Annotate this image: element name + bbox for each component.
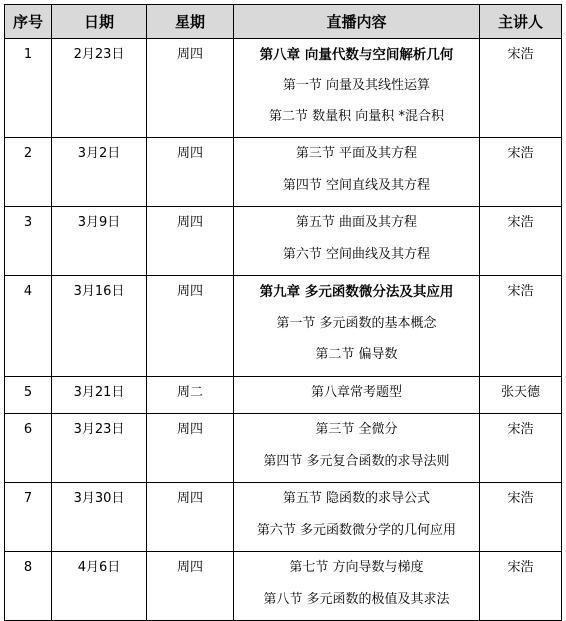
section-title: 第三节 全微分: [315, 422, 398, 437]
header-date: 日期: [52, 5, 147, 39]
section-title: 第三节 平面及其方程: [295, 146, 418, 161]
cell-number-text: 7: [23, 491, 33, 506]
cell-weekday-text: 周四: [176, 215, 203, 230]
section-title: 第四节 多元复合函数的求导法则: [263, 453, 450, 469]
cell-date-text: 3月23日: [73, 422, 125, 437]
cell-lecturer-text: 宋浩: [507, 560, 534, 575]
cell-date-text: 2月23日: [73, 47, 125, 62]
cell-date-text: 3月2日: [77, 146, 121, 161]
cell-date: [52, 483, 147, 552]
cell-weekday: [147, 207, 234, 276]
cell-weekday: [147, 39, 234, 138]
section-title: 第八节 多元函数的极值及其求法: [263, 591, 450, 607]
cell-number: [5, 483, 52, 552]
cell-weekday-text: 周二: [176, 384, 203, 400]
cell-number: [5, 276, 52, 377]
cell-lecturer: [480, 552, 562, 621]
cell-content: [234, 207, 480, 276]
cell-date: [52, 552, 147, 621]
cell-date-text: 3月30日: [73, 491, 125, 506]
cell-date: [52, 414, 147, 483]
cell-weekday-text: 周四: [176, 47, 203, 62]
cell-number: [5, 414, 52, 483]
cell-lecturer-text: 张天德: [500, 384, 540, 400]
cell-lecturer: [480, 376, 562, 414]
cell-lecturer-text: 宋浩: [507, 284, 534, 299]
section-title: 第七节 方向导数与梯度: [289, 560, 424, 575]
cell-number-text: 2: [23, 146, 33, 161]
cell-number-text: 8: [23, 560, 33, 575]
cell-number: [5, 138, 52, 207]
header-lecturer: 主讲人: [480, 5, 562, 39]
cell-weekday: [147, 414, 234, 483]
cell-date-text: 3月9日: [77, 215, 121, 230]
header-weekday: 星期: [147, 5, 234, 39]
chapter-title: 第九章 多元函数微分法及其应用: [259, 284, 454, 300]
cell-number-text: 6: [23, 422, 33, 437]
cell-content: [234, 483, 480, 552]
cell-content: [234, 414, 480, 483]
cell-content: [234, 39, 480, 138]
chapter-title: 第八章 向量代数与空间解析几何: [259, 47, 454, 63]
cell-weekday: [147, 276, 234, 377]
cell-date-text: 4月6日: [77, 560, 121, 575]
cell-number: [5, 552, 52, 621]
cell-lecturer: [480, 39, 562, 138]
section-title: 第五节 隐函数的求导公式: [282, 491, 431, 506]
cell-content: [234, 276, 480, 377]
cell-weekday-text: 周四: [176, 422, 203, 437]
section-title: 第四节 空间直线及其方程: [282, 177, 431, 193]
table-body: [5, 39, 562, 621]
cell-content: [234, 552, 480, 621]
table-row: [5, 552, 562, 621]
cell-number: [5, 207, 52, 276]
cell-lecturer-text: 宋浩: [507, 215, 534, 230]
cell-lecturer-text: 宋浩: [507, 146, 534, 161]
cell-content: [234, 138, 480, 207]
cell-date: [52, 207, 147, 276]
cell-weekday: [147, 552, 234, 621]
cell-weekday: [147, 138, 234, 207]
table-row: [5, 376, 562, 414]
cell-lecturer: [480, 138, 562, 207]
header-content: 直播内容: [234, 5, 480, 39]
section-title: 第八章常考题型: [310, 384, 402, 400]
section-title: 第五节 曲面及其方程: [295, 215, 418, 230]
table-row: [5, 276, 562, 377]
cell-number-text: 3: [23, 215, 33, 230]
cell-number: [5, 376, 52, 414]
section-title: 第一节 向量及其线性运算: [282, 78, 431, 93]
cell-date: [52, 276, 147, 377]
table-row: [5, 483, 562, 552]
cell-number: [5, 39, 52, 138]
cell-date-text: 3月21日: [73, 384, 125, 400]
cell-weekday: [147, 483, 234, 552]
table-row: [5, 138, 562, 207]
section-title: 第二节 偏导数: [315, 347, 398, 362]
section-title: 第一节 多元函数的基本概念: [276, 315, 437, 331]
section-title: 第二节 数量积 向量积 *混合积: [269, 109, 444, 124]
cell-weekday: [147, 376, 234, 414]
cell-weekday-text: 周四: [176, 146, 203, 161]
table-row: [5, 207, 562, 276]
table-row: [5, 414, 562, 483]
cell-number-text: 1: [23, 47, 33, 62]
cell-weekday-text: 周四: [176, 560, 203, 575]
cell-date: [52, 376, 147, 414]
cell-lecturer-text: 宋浩: [507, 47, 534, 62]
cell-lecturer-text: 宋浩: [507, 422, 534, 437]
schedule-table: [4, 4, 562, 621]
cell-number-text: 5: [23, 384, 33, 400]
cell-lecturer-text: 宋浩: [507, 491, 534, 506]
section-title: 第六节 空间曲线及其方程: [282, 246, 431, 262]
table-row: [5, 39, 562, 138]
header-row: [5, 5, 562, 39]
cell-lecturer: [480, 276, 562, 377]
cell-number-text: 4: [23, 284, 33, 299]
cell-weekday-text: 周四: [176, 491, 203, 506]
cell-lecturer: [480, 414, 562, 483]
cell-date-text: 3月16日: [73, 284, 125, 299]
section-title: 第六节 多元函数微分学的几何应用: [256, 522, 457, 538]
cell-lecturer: [480, 207, 562, 276]
cell-date: [52, 138, 147, 207]
cell-content: [234, 376, 480, 414]
cell-lecturer: [480, 483, 562, 552]
header-number: 序号: [5, 5, 52, 39]
cell-date: [52, 39, 147, 138]
cell-weekday-text: 周四: [176, 284, 203, 299]
